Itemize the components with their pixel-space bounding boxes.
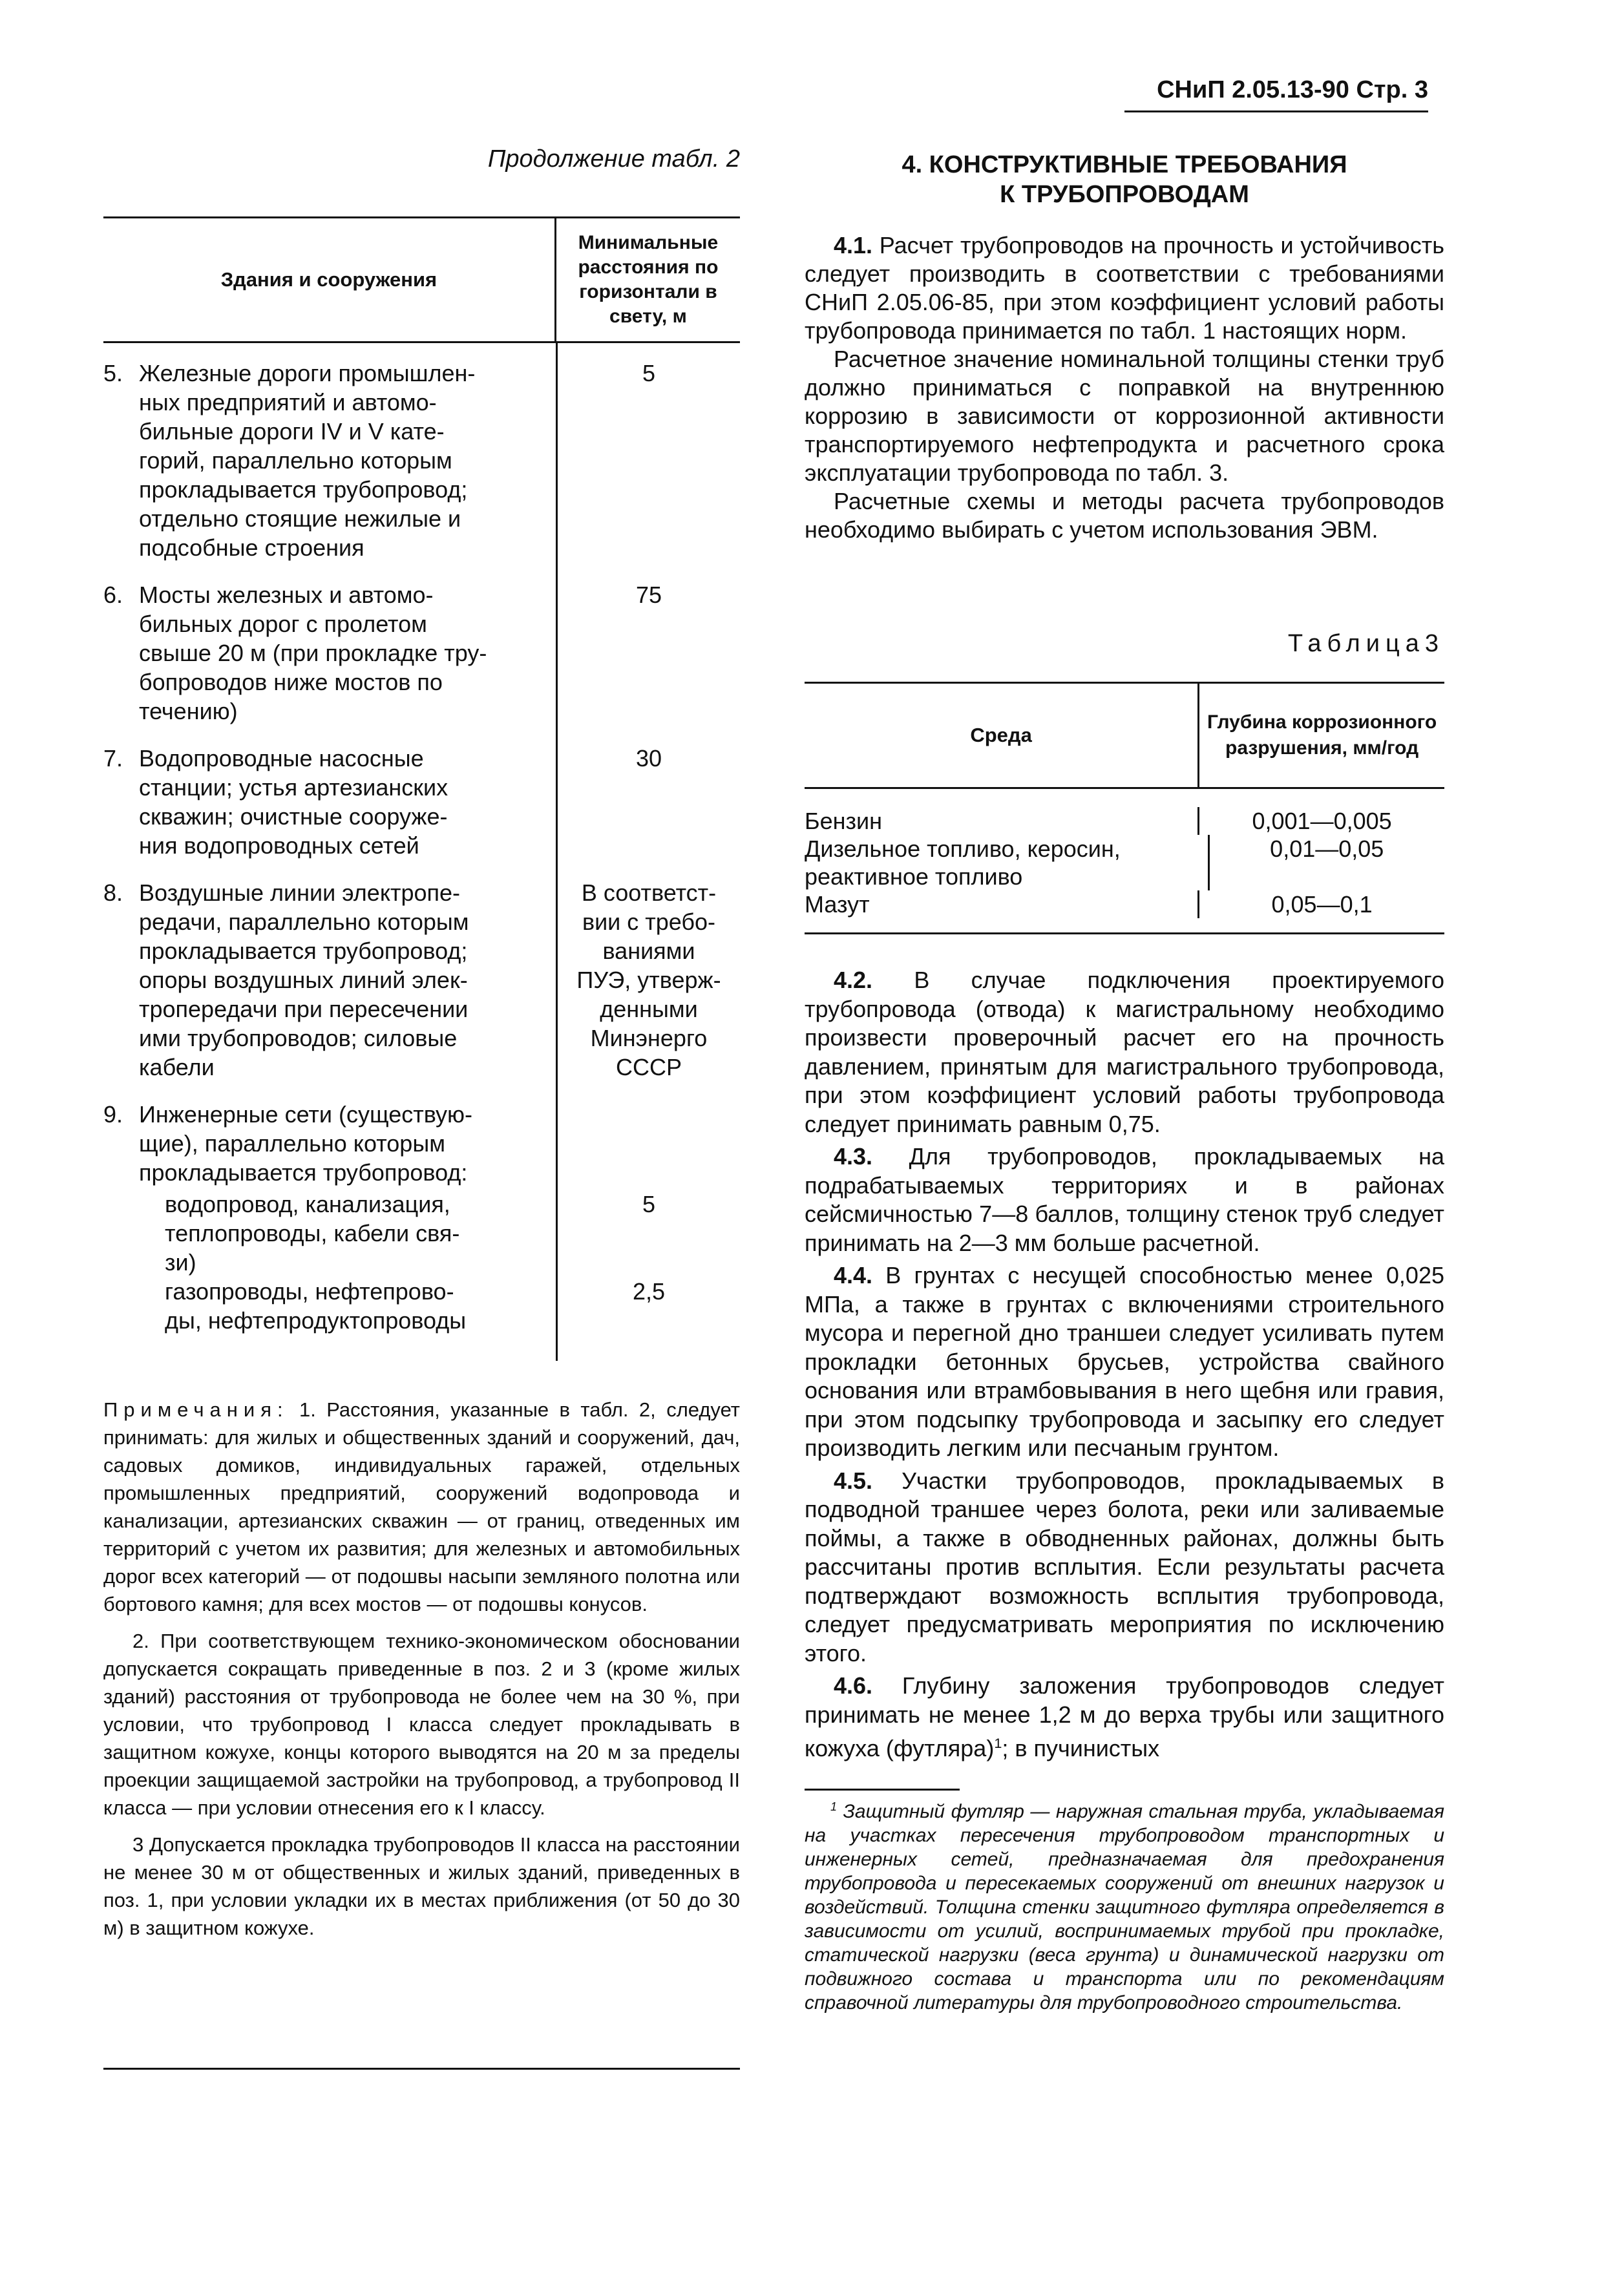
table2-header [103, 216, 740, 343]
table-cell-value: 2,5 [556, 1277, 740, 1361]
table-row: Бензин 0,001—0,005 [805, 789, 1444, 835]
table-cell-value: 5 [556, 1190, 740, 1277]
footnote: $^1$ Защитный футляр — наружная стальная труба, укладываемая на участках пересечения трубопроводом транспортных и инженерных сетей, предназначаемая для предохранения трубопровода и пересекаемых сооружений от внешних нагрузок и воздействий. Толщина стенки защитного футляра определяется в зависимости от усилий, воспринимаемых трубой при прокладке, статической нагрузки (веса грунта) и динамической нагрузки от подвижного состава и транспорта или по рекомендациям справочной литературы для трубопроводного строительства. [805, 1800, 1444, 2013]
note-2: 2. При соответствующем технико-экономическом обосновании допускается сокращать приведенные в поз. 2 и 3 (кроме жилых зданий) расстояния от трубопровода не более чем на 30 %, при условии, что трубопровод I класса следует прокладывать в защитном кожухе, концы которого выводятся на 20 м за пределы проекции защищаемой застройки на трубопровод, а трубопровод II класса — при условии отнесения его к I классу. [103, 1630, 740, 1819]
note-3: 3 Допускается прокладка трубопроводов II класса на расстоянии не менее 30 м от общественных и жилых зданий, приведенных в поз. 1, при условии укладки их в местах приближения (от 50 до 30 м) в защитном кожухе. [103, 1833, 740, 1939]
table-cell-value: 75 [556, 565, 740, 728]
section-title: 4. КОНСТРУКТИВНЫЕ ТРЕБОВАНИЯ К ТРУБОПРОВОДАМ [902, 151, 1347, 208]
table-row: 5. Железные дороги промышлен- ных предприятий и автомо- бильные дороги IV и V кате- горий, параллельно которым прокладывается трубопровод; отдельно стоящие нежилые и подсобные строения 5 [103, 343, 740, 565]
table-row: водопровод, канализация, теплопроводы, кабели свя- зи) 5 [103, 1190, 740, 1277]
table2-continuation: Продолжение табл. 2 [487, 145, 740, 173]
table-row: 9. Инженерные сети (существую- щие), параллельно которым прокладывается трубопровод: [103, 1084, 740, 1190]
table-row: 8. Воздушные линии электропе- редачи, параллельно которым прокладывается трубопровод; опоры воздушных линий элек- тропередачи при пересечении ими трубопроводов; силовые кабели В соответст- вии с требо- ваниями ПУЭ, утверж- денными Минэнерго СССР [103, 863, 740, 1084]
table2 [103, 216, 740, 1361]
table-row: газопроводы, нефтепрово- ды, нефтепродуктопроводы 2,5 [103, 1277, 740, 1361]
table3-caption: Таблица3 [1287, 630, 1444, 657]
table-row: Дизельное топливо, керосин, реактивное топливо 0,01—0,05 [805, 835, 1444, 890]
table3 [805, 682, 1444, 934]
table-cell-value: В соответст- вии с требо- ваниями ПУЭ, утверж- денными Минэнерго СССР [556, 863, 740, 1084]
divider [103, 2068, 740, 2070]
section-text: 4.1. Расчет трубопроводов на прочность и устойчивость следует производить в соответствии с требованиями СНиП 2.05.06-85, при этом коэффициент условий работы трубопровода принимается по табл. 1 настоящих норм. Расчетное значение номинальной толщины стенки труб должно приниматься с поправкой на внутреннюю коррозию в зависимости от коррозионной активности транспортируемого нефтепродукта и расчетного срока эксплуатации трубопровода по табл. 3. Расчетные схемы и методы расчета трубопроводов необходимо выбирать с учетом использования ЭВМ. [805, 232, 1444, 543]
footnote-divider [805, 1789, 960, 1791]
table2-notes: Примечания: 1. Расстояния, указанные в табл. 2, следует принимать: для жилых и общественных зданий и сооружений, дач, садовых домиков, индивидуальных гаражей, отдельных промышленных предприятий, сооружений водопровода и канализации, артезианских скважин — от границ, отведенных им территорий с учетом их развития; для железных и автомобильных дорог всех категорий — от подошвы насыпи земляного полотна или бортового камня; для всех мостов — от подошвы конусов. 2. При соответствующем технико-экономическом обосновании допускается сокращать приведенные в поз. 2 и 3 (кроме жилых зданий) расстояния от трубопровода не более чем на 30 %, при условии, что трубопровод I класса следует прокладывать в защитном кожухе, концы которого выводятся на 20 м за пределы проекции защищаемой застройки на трубопровод, а трубопровод II класса — при условии отнесения его к I классу. 3 Допускается прокладка трубопроводов II класса на расстоянии не менее 30 м от общественных и жилых зданий, приведенных в поз. 1, при условии укладки их в местах приближения (от 50 до 30 м) в защитном кожухе. [103, 1396, 740, 1951]
table-cell-value: 30 [556, 728, 740, 863]
table3-col1-header: Среда [970, 724, 1032, 746]
table-cell-value: 5 [556, 343, 740, 565]
page-header: СНиП 2.05.13-90 Стр. 3 [1124, 76, 1428, 112]
table-row: Мазут 0,05—0,1 [805, 890, 1444, 932]
table2-col2-header: Минимальные расстояния по горизонтали в свету, м [554, 218, 740, 341]
table-row: 7. Водопроводные насосные станции; устья артезианских скважин; очистные сооруже- ния водопроводных сетей 30 [103, 728, 740, 863]
notes-label: Примечания: [103, 1398, 289, 1421]
section-text: 4.2. В случае подключения проектируемого трубопровода (отвода) к магистральному необходимо произвести проверочный расчет его на прочность давлением, принятым для магистрального трубопровода, при этом коэффициент условий работы трубопровода следует принимать равным 0,75. 4.3. Для трубопроводов, прокладываемых на подрабатываемых территориях и в районах сейсмичностью 7—8 баллов, толщину стенок труб следует принимать на 2—3 мм больше расчетной. 4.4. В грунтах с несущей способностью менее 0,025 МПа, а также в грунтах с включениями строительного мусора и перегной дно траншеи следует усиливать путем прокладки бетонных брусьев, устройства свайного основания или втрамбовывания в него щебня или гравия, при этом подсыпку трубопровода и засыпку его следует производить легким или песчаным грунтом. 4.5. Участки трубопроводов, прокладываемых в подводной траншее через болота, реки или заливаемые поймы, а также в обводненных районах, должны быть рассчитаны против всплытия. Если результаты расчета подтверждают возможность всплытия трубопровода, следует предусматривать мероприятия по исключению этого. 4.6. Глубину заложения трубопроводов следует принимать не менее 1,2 м до верха трубы или защитного кожуха (футляра)$^1$; в пучинистых [805, 967, 1444, 1761]
table-row: 6. Мосты железных и автомо- бильных дорог с пролетом свыше 20 м (при прокладке тру- бопроводов ниже мостов по течению) 75 [103, 565, 740, 728]
divider [805, 932, 1444, 934]
table3-col2-header: Глубина коррозионного разрушения, мм/год [1197, 684, 1444, 787]
table3-header [805, 682, 1444, 789]
table2-col1-header: Здания и сооружения [220, 268, 438, 291]
